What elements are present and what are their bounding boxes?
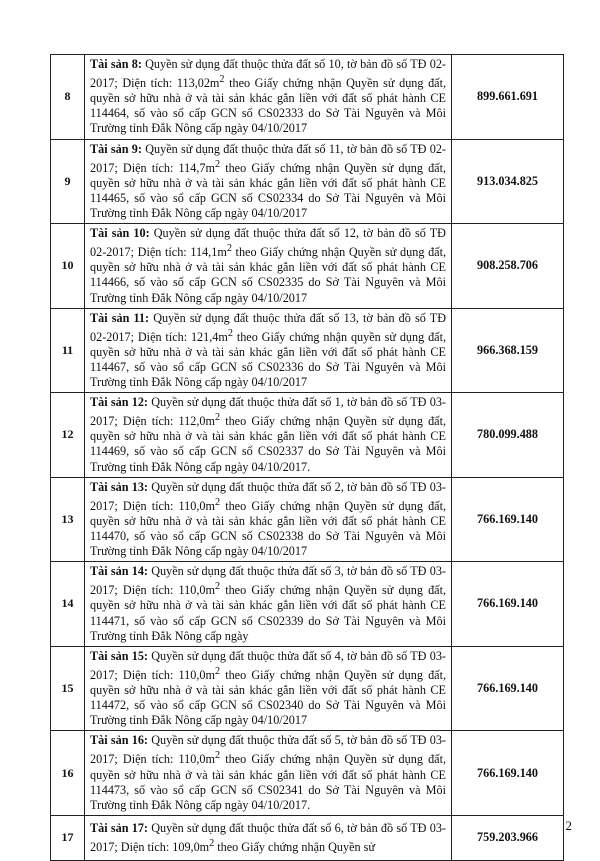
row-number: 15 (51, 646, 85, 731)
asset-name: Tài sản 9: (90, 141, 142, 156)
row-number: 14 (51, 562, 85, 647)
asset-description-text: Quyền sử dụng đất thuộc thửa đất số 10, tờ bản đồ số TĐ 02-2017; Diện tích: $113,02m^2$ theo Giấy chứng nhận Quyền sử dụng đất, quyền sở hữu nhà ở và tài sản khác gắn liền với đất số phát hành CE 114464, số vào sổ cấp GCN số CS02333 do Sở Tài Nguyên và Môi Trường tỉnh Đắk Nông cấp ngày 04/10/2017 (90, 57, 447, 136)
asset-description (85, 646, 452, 731)
page-number: 2 (565, 818, 572, 833)
asset-value: 899.661.691 (452, 55, 564, 140)
asset-description-text: Quyền sử dụng đất thuộc thửa đất số 6, tờ bản đồ số TĐ 03-2017; Diện tích: $109,0m^2$ theo Giấy chứng nhận Quyền sử (90, 820, 446, 854)
row-number: 17 (51, 815, 85, 860)
asset-table (50, 54, 564, 861)
table-row (51, 562, 564, 647)
asset-description-text: Quyền sử dụng đất thuộc thửa đất số 5, tờ bản đồ số TĐ 03-2017; Diện tích: $110,0m^2$ theo Giấy chứng nhận Quyền sử dụng đất, quyền sở hữu nhà ở và tài sản khác gắn liền với đất số phát hành CE 114473, số vào sổ cấp GCN số CS02341 do Sở Tài Nguyên và Môi Trường tỉnh Đắk Nông cấp ngày 04/10/2017. (90, 733, 446, 812)
asset-table-body (51, 55, 564, 861)
table-row (51, 308, 564, 393)
asset-value: 908.258.706 (452, 224, 564, 309)
asset-description (85, 731, 452, 816)
asset-description-text: Quyền sử dụng đất thuộc thửa đất số 12, tờ bản đồ số TĐ 02-2017; Diện tích: $114,1m^2$ theo Giấy chứng nhận Quyền sử dụng đất, quyền sở hữu nhà ở và tài sản khác gắn liền với đất số phát hành CE 114466, số vào sổ cấp GCN số CS02335 do Sở Tài Nguyên và Môi Trường tỉnh Đắk Nông cấp ngày 04/10/2017 (90, 226, 447, 305)
row-number: 13 (51, 477, 85, 562)
row-number: 12 (51, 393, 85, 478)
asset-description (85, 393, 452, 478)
row-number: 16 (51, 731, 85, 816)
asset-name: Tài sản 10: (90, 226, 150, 241)
asset-description (85, 815, 452, 860)
asset-description-text: Quyền sử dụng đất thuộc thửa đất số 11, tờ bản đồ số TĐ 02-2017; Diện tích: $114,7m^2$ theo Giấy chứng nhận Quyền sử dụng đất, quyền sở hữu nhà ở và tài sản khác gắn liền với đất số phát hành CE 114465, số vào sổ cấp GCN số CS02334 do Sở Tài Nguyên và Môi Trường tỉnh Đắk Nông cấp ngày 04/10/2017 (90, 141, 446, 220)
asset-name: Tài sản 16: (90, 733, 148, 748)
asset-description-text: Quyền sử dụng đất thuộc thửa đất số 4, tờ bản đồ số TĐ 03-2017; Diện tích: $110,0m^2$ theo Giấy chứng nhận Quyền sử dụng đất, quyền sở hữu nhà ở và tài sản khác gắn liền với đất số phát hành CE 114472, số vào sổ cấp GCN số CS02340 do Sở Tài Nguyên và Môi Trường tỉnh Đắk Nông cấp ngày 04/10/2017 (90, 648, 446, 728)
asset-description (85, 224, 452, 309)
table-row (51, 139, 564, 224)
asset-name: Tài sản 17: (90, 820, 148, 835)
table-row (51, 55, 564, 140)
asset-description (85, 139, 452, 224)
row-number: 9 (51, 139, 85, 224)
asset-description (85, 308, 452, 393)
asset-value: 913.034.825 (452, 139, 564, 224)
asset-name: Tài sản 14: (90, 564, 148, 579)
asset-value: 759.203.966 (452, 815, 564, 860)
asset-description-text: Quyền sử dụng đất thuộc thửa đất số 1, tờ bản đồ số TĐ 03-2017; Diện tích: $112,0m^2$ theo Giấy chứng nhận Quyền sử dụng đất, quyền sở hữu nhà ở và tài sản khác gắn liền với đất số phát hành CE 114469, số vào sổ cấp GCN số CS02337 do Sở Tài Nguyên và Môi Trường tỉnh Đắk Nông cấp ngày 04/10/2017. (90, 395, 446, 474)
asset-description (85, 477, 452, 562)
asset-description-text: Quyền sử dụng đất thuộc thửa đất số 2, tờ bản đồ số TĐ 03-2017; Diện tích: $110,0m^2$ theo Giấy chứng nhận Quyền sử dụng đất, quyền sở hữu nhà ở và tài sản khác gắn liền với đất số phát hành CE 114470, số vào sổ cấp GCN số CS02338 do Sở Tài Nguyên và Môi Trường tỉnh Đắk Nông cấp ngày 04/10/2017 (90, 479, 446, 559)
asset-description-text: Quyền sử dụng đất thuộc thửa đất số 13, tờ bản đồ số TĐ 02-2017; Diện tích: $121,4m^2$ theo Giấy chứng nhận quyền sử dụng đất, quyền sở hữu nhà ở và tài sản khác gắn liền với đất số phát hành CE 114467, số vào sổ cấp GCN số CS02336 do Sở Tài Nguyên và Môi Trường tỉnh Đắk Nông cấp ngày 04/10/2017 (90, 310, 447, 390)
table-row (51, 393, 564, 478)
asset-value: 780.099.488 (452, 393, 564, 478)
asset-value: 766.169.140 (452, 562, 564, 647)
asset-value: 966.368.159 (452, 308, 564, 393)
asset-description (85, 55, 452, 140)
asset-value: 766.169.140 (452, 477, 564, 562)
asset-name: Tài sản 15: (90, 648, 148, 663)
row-number: 11 (51, 308, 85, 393)
table-row (51, 731, 564, 816)
asset-description (85, 562, 452, 647)
row-number: 10 (51, 224, 85, 309)
asset-description-text: Quyền sử dụng đất thuộc thửa đất số 3, tờ bản đồ số TĐ 03-2017; Diện tích: $110,0m^2$ theo Giấy chứng nhận Quyền sử dụng đất, quyền sở hữu nhà ở và tài sản khác gắn liền với đất số phát hành CE 114471, số vào sổ cấp GCN số CS02339 do Sở Tài Nguyên và Môi Trường tỉnh Đắk Nông cấp ngày (90, 564, 446, 643)
table-row (51, 477, 564, 562)
table-row (51, 646, 564, 731)
asset-name: Tài sản 8: (90, 57, 142, 71)
table-row (51, 815, 564, 860)
table-row (51, 224, 564, 309)
asset-name: Tài sản 12: (90, 395, 148, 410)
asset-value: 766.169.140 (452, 731, 564, 816)
row-number: 8 (51, 55, 85, 140)
asset-name: Tài sản 13: (90, 479, 148, 494)
asset-value: 766.169.140 (452, 646, 564, 731)
asset-name: Tài sản 11: (90, 310, 150, 325)
